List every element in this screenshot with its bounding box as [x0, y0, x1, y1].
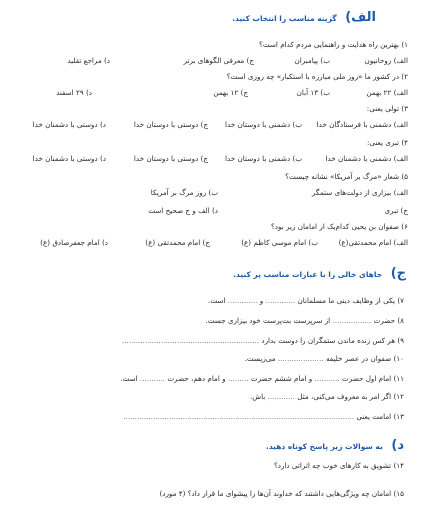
fill-blank-12-text-2: باش. — [250, 392, 266, 401]
section-jim-heading — [233, 262, 406, 281]
question-4-option-a: الف) دشمنی با دشمنان خدا — [325, 154, 408, 163]
blank: ........... — [314, 374, 340, 383]
section-dal-letter: د) — [391, 438, 404, 453]
fill-blank-13 — [123, 412, 404, 422]
question-1-option-a: الف) روحانیون — [364, 56, 408, 65]
fill-blank-10-text-1: ۱۰) صفوان در عصر خلیفه — [325, 354, 404, 363]
question-3: ۳) تولی یعنی: — [366, 104, 408, 113]
fill-blank-7-text-2: و — [259, 296, 264, 305]
section-alef-heading — [232, 6, 376, 25]
question-1-option-c: ج) معرفی الگوهای برتر — [183, 56, 254, 65]
question-4-option-c: ج) دوستی با دوستان خدا — [133, 154, 208, 163]
fill-blank-7 — [208, 296, 404, 306]
blank: ..................................................................................................... — [123, 412, 355, 421]
question-3-option-a: الف) دشمنی با فرستادگان خدا — [316, 120, 408, 129]
question-1: ۱) بهترین راه هدایت و راهنمایی مردم کدام است؟ — [259, 40, 408, 49]
fill-blank-9-text-1: ۹) هر کس زنده ماندن ستمگران را دوست بدارد — [261, 336, 404, 345]
question-4-option-b: ب) دشمنی با دوستان خدا — [225, 154, 302, 163]
blank: ......... — [227, 374, 249, 383]
question-5-option-a: الف) بیزاری از دولت‌های ستمگر — [311, 188, 408, 197]
question-2-option-a: الف) ۲۲ بهمن — [366, 88, 408, 97]
section-alef-title: گزینه مناسب را انتخاب کنید. — [232, 14, 337, 23]
question-4: ۴) تبری یعنی: — [366, 138, 408, 147]
fill-blank-9 — [122, 336, 404, 346]
fill-blank-11-text-4: است. — [120, 374, 138, 383]
fill-blank-13-text-1: ۱۳) امامت یعنی — [356, 412, 404, 421]
blank: ............................................................ — [121, 336, 260, 345]
question-3-option-b: ب) دشمنی با دوستان خدا — [225, 120, 302, 129]
section-jim-title: جاهای خالی را با عبارات مناسب پر کنید. — [233, 270, 383, 279]
fill-blank-8 — [205, 316, 404, 326]
fill-blank-12 — [250, 392, 404, 402]
short-answer-14: ۱۴) تشویق به کارهای خوب چه اثراتی دارد؟ — [273, 461, 404, 470]
question-5-option-d: د) الف و ج صحیح است — [148, 206, 218, 215]
question-6-option-a: الف) امام محمدتقی(ع) — [338, 238, 408, 247]
question-6: ۶) صفوان بن یحیی کدام‌یک از امامان زیر بود؟ — [270, 222, 408, 231]
fill-blank-8-text-2: از سرپرست بت‌پرست خود بیزاری جست. — [205, 316, 331, 325]
question-3-option-d: د) دوستی با دشمنان خدا — [32, 120, 106, 129]
blank: ............. — [227, 296, 258, 305]
fill-blank-7-text-1: ۷) یکی از وظایف دینی ما مسلمانان — [297, 296, 404, 305]
question-1-option-b: ب) پیامبران — [294, 56, 330, 65]
section-alef-letter: الف) — [345, 10, 376, 25]
fill-blank-11-text-1: ۱۱) امام اول حضرت — [342, 374, 404, 383]
section-dal-title: به سوالات زیر پاسخ کوتاه دهید. — [265, 442, 383, 451]
fill-blank-11-text-2: و امام ششم حضرت — [250, 374, 313, 383]
question-2-option-c: ج) ۱۲ بهمن — [213, 88, 248, 97]
question-4-option-d: د) دوستی با دشمنان خدا — [32, 154, 106, 163]
question-6-option-d: د) امام جعفرصادق (ع) — [40, 238, 108, 247]
blank: ............ — [267, 392, 295, 401]
question-2: ۲) در کشور ما «روز ملی مبارزه با استکبار» چه روزی است؟ — [226, 72, 408, 81]
fill-blank-11-text-3: و امام دهم، حضرت — [167, 374, 226, 383]
fill-blank-7-text-3: است. — [208, 296, 226, 305]
question-5-option-b: ب) روز مرگ بر آمریکا — [150, 188, 218, 197]
question-3-option-c: ج) دوستی با دوستان خدا — [133, 120, 208, 129]
fill-blank-10 — [245, 354, 404, 364]
blank: .................... — [277, 354, 324, 363]
question-6-option-c: ج) امام محمدتقی (ع) — [145, 238, 210, 247]
section-jim-letter: ج) — [390, 266, 406, 281]
question-2-option-d: د) ۲۹ اسفند — [56, 88, 92, 97]
fill-blank-12-text-1: ۱۲) اگر امر به معروف می‌کنی، مثل — [297, 392, 404, 401]
question-5-option-c: ج) تبری — [384, 206, 408, 215]
blank: ........... — [139, 374, 166, 383]
question-5: ۵) شعار «مرگ بر آمریکا» نشانه چیست؟ — [285, 172, 408, 181]
short-answer-15: ۱۵) امامان چه ویژگی‌هایی داشتند که خداوند آن‌ها را پیشوای ما قرار داد؟ (۴ مورد) — [159, 489, 404, 498]
blank: ............. — [265, 296, 296, 305]
question-1-option-d: د) مراجع تقلید — [67, 56, 110, 65]
question-2-option-b: ب) ۱۳ آبان — [296, 88, 330, 97]
question-6-option-b: ب) امام موسی کاظم (ع) — [241, 238, 318, 247]
fill-blank-11 — [120, 374, 404, 384]
blank: ................. — [332, 316, 372, 325]
fill-blank-10-text-2: می‌زیست. — [244, 354, 276, 363]
section-dal-heading — [266, 434, 404, 453]
fill-blank-8-text-1: ۸) حضرت — [373, 316, 404, 325]
